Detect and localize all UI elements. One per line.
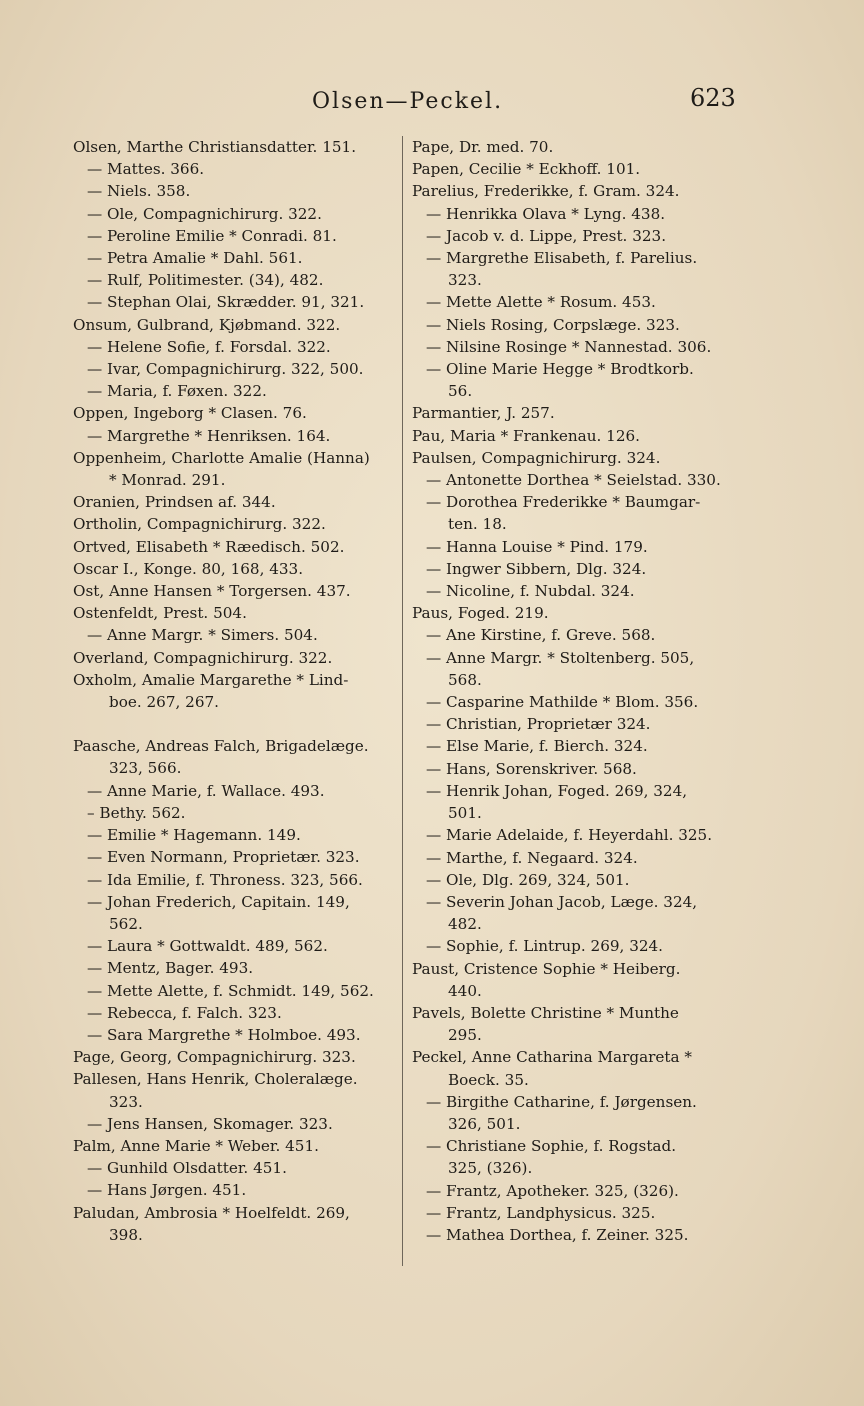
index-entry: Ortved, Elisabeth * Ræedisch. 502. xyxy=(73,537,345,556)
index-entry: Parelius, Frederikke, f. Gram. 324. xyxy=(412,182,680,201)
index-entry-continuation: 323. xyxy=(448,271,482,290)
index-entry: Peckel, Anne Catharina Margareta * xyxy=(412,1048,692,1067)
index-subentry: — Sophie, f. Lintrup. 269, 324. xyxy=(426,937,664,956)
index-subentry: — Peroline Emilie * Conradi. 81. xyxy=(87,226,337,245)
index-entry-continuation: 568. xyxy=(448,670,482,689)
index-subentry: — Hans, Sorenskriver. 568. xyxy=(426,759,637,778)
index-subentry: — Mentz, Bager. 493. xyxy=(87,959,254,978)
index-entry: Pallesen, Hans Henrik, Choleralæge. xyxy=(73,1070,358,1089)
index-entry-continuation: 501. xyxy=(448,804,482,823)
index-subentry: — Jens Hansen, Skomager. 323. xyxy=(87,1114,333,1133)
index-subentry: — Margrethe Elisabeth, f. Parelius. xyxy=(426,249,698,268)
index-subentry: — Birgithe Catharine, f. Jørgensen. xyxy=(426,1092,697,1111)
index-subentry: — Maria, f. Føxen. 322. xyxy=(87,382,267,401)
index-subentry: — Frantz, Apotheker. 325, (326). xyxy=(426,1181,679,1200)
index-subentry: — Marthe, f. Negaard. 324. xyxy=(426,848,638,867)
index-entry: Olsen, Marthe Christiansdatter. 151. xyxy=(73,138,357,156)
index-subentry: — Margrethe * Henriksen. 164. xyxy=(87,426,331,445)
index-subentry: — Christian, Proprietær 324. xyxy=(426,715,651,734)
index-subentry: — Else Marie, f. Bierch. 324. xyxy=(426,737,648,756)
index-entry-continuation: 325, (326). xyxy=(448,1159,533,1178)
index-subentry: — Johan Frederich, Capitain. 149, xyxy=(87,892,350,911)
index-entry: Oxholm, Amalie Margarethe * Lind- xyxy=(73,670,349,689)
index-subentry: — Helene Sofie, f. Forsdal. 322. xyxy=(87,337,331,356)
index-entry-continuation: 562. xyxy=(109,914,143,933)
index-column-left xyxy=(73,136,405,1246)
index-entry: Pau, Maria * Frankenau. 126. xyxy=(412,426,640,445)
index-subentry: — Mathea Dorthea, f. Zeiner. 325. xyxy=(426,1225,689,1244)
index-subentry: — Niels. 358. xyxy=(87,182,191,201)
index-subentry: — Mette Alette, f. Schmidt. 149, 562. xyxy=(87,981,374,1000)
index-subentry: — Henrik Johan, Foged. 269, 324, xyxy=(426,781,688,800)
index-entry-continuation: boe. 267, 267. xyxy=(109,693,219,712)
index-entry: Paulsen, Compagnichirurg. 324. xyxy=(412,448,661,467)
index-entry: Oppen, Ingeborg * Clasen. 76. xyxy=(73,404,307,423)
index-subentry: — Niels Rosing, Corpslæge. 323. xyxy=(426,315,680,334)
index-subentry: — Oline Marie Hegge * Brodtkorb. xyxy=(426,360,694,379)
index-entry: Paus, Foged. 219. xyxy=(412,604,549,623)
index-entry-continuation: 398. xyxy=(109,1225,143,1244)
index-subentry: — Ida Emilie, f. Throness. 323, 566. xyxy=(87,870,363,889)
index-entry-continuation: 482. xyxy=(448,915,482,934)
index-subentry: — Nilsine Rosinge * Nannestad. 306. xyxy=(426,337,712,356)
page-number: 623 xyxy=(690,84,736,112)
index-subentry: — Mette Alette * Rosum. 453. xyxy=(426,293,656,312)
index-entry-continuation: 295. xyxy=(448,1026,482,1045)
index-entry: Paasche, Andreas Falch, Brigadelæge. xyxy=(73,737,369,756)
index-entry: Oranien, Prindsen af. 344. xyxy=(73,493,276,512)
index-subentry: — Anne Margr. * Stoltenberg. 505, xyxy=(426,648,695,667)
index-subentry: — Casparine Mathilde * Blom. 356. xyxy=(426,693,699,712)
index-subentry: — Christiane Sophie, f. Rogstad. xyxy=(426,1137,677,1156)
index-entry: Oscar I., Konge. 80, 168, 433. xyxy=(73,559,304,578)
index-entry: Paludan, Ambrosia * Hoelfeldt. 269, xyxy=(73,1203,350,1222)
index-entry: Paust, Cristence Sophie * Heiberg. xyxy=(412,959,681,978)
index-subentry: — Rulf, Politimester. (34), 482. xyxy=(87,271,324,290)
index-subentry: — Dorothea Frederikke * Baumgar- xyxy=(426,493,701,512)
index-subentry: — Jacob v. d. Lippe, Prest. 323. xyxy=(426,226,667,245)
index-subentry: — Ingwer Sibbern, Dlg. 324. xyxy=(426,559,647,578)
index-subentry: — Gunhild Olsdatter. 451. xyxy=(87,1159,287,1178)
index-entry: Overland, Compagnichirurg. 322. xyxy=(73,648,333,667)
column-divider xyxy=(402,136,403,1266)
index-subentry: — Nicoline, f. Nubdal. 324. xyxy=(426,582,635,601)
index-entry: Page, Georg, Compagnichirurg. 323. xyxy=(73,1048,356,1067)
index-entry: Ost, Anne Hansen * Torgersen. 437. xyxy=(73,582,351,601)
index-entry: Papen, Cecilie * Eckhoff. 101. xyxy=(412,160,641,179)
index-subentry: — Henrikka Olava * Lyng. 438. xyxy=(426,204,666,223)
index-subentry: — Ane Kirstine, f. Greve. 568. xyxy=(426,626,656,645)
index-subentry: — Emilie * Hagemann. 149. xyxy=(87,826,301,845)
index-subentry: — Hans Jørgen. 451. xyxy=(87,1181,247,1200)
index-entry: Parmantier, J. 257. xyxy=(412,404,555,423)
index-subentry: — Laura * Gottwaldt. 489, 562. xyxy=(87,937,328,956)
index-entry: Palm, Anne Marie * Weber. 451. xyxy=(73,1136,319,1155)
index-subentry: — Ole, Dlg. 269, 324, 501. xyxy=(426,870,630,889)
index-subentry: — Ole, Compagnichirurg. 322. xyxy=(87,204,322,223)
index-subentry: — Stephan Olai, Skrædder. 91, 321. xyxy=(87,293,365,312)
index-entry: Onsum, Gulbrand, Kjøbmand. 322. xyxy=(73,315,341,334)
index-subentry: — Anne Margr. * Simers. 504. xyxy=(87,626,318,645)
index-entry-continuation: 326, 501. xyxy=(448,1114,521,1133)
index-entry: Pavels, Bolette Christine * Munthe xyxy=(412,1003,679,1022)
index-entry: Ostenfeldt, Prest. 504. xyxy=(73,604,247,623)
index-subentry: — Sara Margrethe * Holmboe. 493. xyxy=(87,1025,361,1044)
index-entry-continuation: 56. xyxy=(448,382,473,401)
index-entry-continuation: 440. xyxy=(448,981,482,1000)
index-subentry: — Anne Marie, f. Wallace. 493. xyxy=(87,781,325,800)
index-subentry: – Bethy. 562. xyxy=(87,803,186,822)
index-subentry: — Even Normann, Proprietær. 323. xyxy=(87,848,360,867)
index-subentry: — Ivar, Compagnichirurg. 322, 500. xyxy=(87,360,364,379)
index-subentry: — Marie Adelaide, f. Heyerdahl. 325. xyxy=(426,826,713,845)
index-entry: Pape, Dr. med. 70. xyxy=(412,138,554,156)
index-column-right xyxy=(412,136,757,1246)
index-entry-continuation: 323, 566. xyxy=(109,759,182,778)
index-entry-continuation: ten. 18. xyxy=(448,515,507,534)
index-entry: Ortholin, Compagnichirurg. 322. xyxy=(73,515,326,534)
index-subentry: — Rebecca, f. Falch. 323. xyxy=(87,1003,282,1022)
index-subentry: — Hanna Louise * Pind. 179. xyxy=(426,537,648,556)
index-entry-continuation: * Monrad. 291. xyxy=(109,471,226,490)
index-subentry: — Mattes. 366. xyxy=(87,160,205,179)
index-subentry: — Petra Amalie * Dahl. 561. xyxy=(87,249,303,268)
page-header-title: Olsen—Peckel. xyxy=(312,89,504,114)
index-entry-continuation: Boeck. 35. xyxy=(448,1070,529,1089)
section-gap xyxy=(73,713,405,735)
index-subentry: — Severin Johan Jacob, Læge. 324, xyxy=(426,892,698,911)
index-entry-continuation: 323. xyxy=(109,1092,143,1111)
index-entry: Oppenheim, Charlotte Amalie (Hanna) xyxy=(73,448,370,467)
index-subentry: — Frantz, Landphysicus. 325. xyxy=(426,1203,656,1222)
index-subentry: — Antonette Dorthea * Seielstad. 330. xyxy=(426,471,721,490)
